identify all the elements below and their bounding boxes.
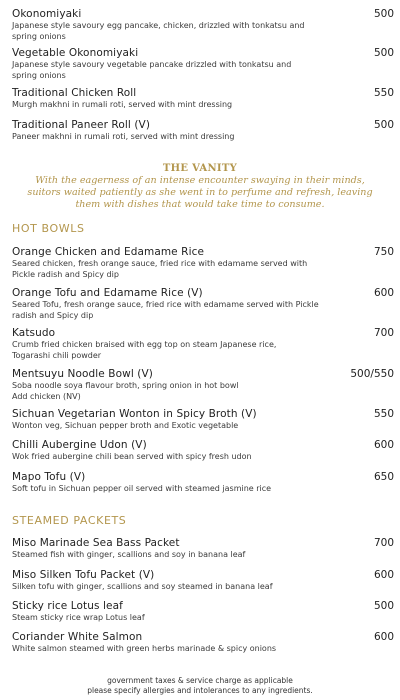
- item-name: Traditional Chicken Roll: [12, 87, 137, 99]
- item-price: 550: [373, 87, 394, 99]
- item-price: 500: [373, 119, 394, 131]
- item-name: Okonomiyaki: [12, 8, 82, 20]
- item-price: 750: [373, 246, 394, 258]
- item-name: Chilli Aubergine Udon (V): [12, 439, 147, 451]
- menu-item-paneer-roll: [12, 119, 394, 143]
- item-price: 600: [373, 569, 394, 581]
- item-name: Miso Marinade Sea Bass Packet: [12, 537, 180, 549]
- item-name: Katsudo: [12, 327, 56, 339]
- item-name: Orange Tofu and Edamame Rice (V): [12, 287, 203, 299]
- menu-item-mentsuyu-noodle: [12, 368, 394, 402]
- item-description: Seared Tofu, fresh orange sauce, fried rice with edamame served with Pickle radish and Spicy dip: [12, 300, 319, 320]
- item-name: Sichuan Vegetarian Wonton in Spicy Broth (V): [12, 408, 257, 420]
- footer-notes: [0, 676, 400, 696]
- item-description: Japanese style savoury vegetable pancake drizzled with tonkatsu and spring onions: [12, 60, 292, 80]
- item-price: 700: [373, 537, 394, 549]
- item-name: Mentsuyu Noodle Bowl (V): [12, 368, 153, 380]
- item-name: Orange Chicken and Edamame Rice: [12, 246, 205, 258]
- menu-item-silken-tofu-packet: [12, 569, 394, 593]
- vanity-intro-text: With the eagerness of an intense encounter swaying in their minds, suitors waited patiently as she went in to perfume and refresh, leaving them with dishes that would take time to consume.: [27, 175, 373, 210]
- menu-item-sticky-rice-lotus: [12, 600, 394, 624]
- item-description: Soba noodle soya flavour broth, spring onion in hot bowl Add chicken (NV): [12, 381, 239, 401]
- item-description: Crumb fried chicken braised with egg top on steam Japanese rice, Togarashi chili powder: [12, 340, 277, 360]
- item-price: 700: [373, 327, 394, 339]
- item-name: Mapo Tofu (V): [12, 471, 86, 483]
- menu-item-orange-tofu: [12, 287, 394, 321]
- item-description: Steamed fish with ginger, scallions and soy in banana leaf: [12, 550, 246, 559]
- item-description: Japanese style savoury egg pancake, chicken, drizzled with tonkatsu and spring onions: [12, 21, 305, 41]
- menu-item-sea-bass-packet: [12, 537, 394, 561]
- menu-item-coriander-white-salmon: [12, 631, 394, 655]
- item-description: Wonton veg, Sichuan pepper broth and Exotic vegetable: [12, 421, 239, 430]
- footer-tax-note: government taxes & service charge as applicable: [107, 676, 293, 685]
- item-price: 500: [373, 600, 394, 612]
- item-name: Miso Silken Tofu Packet (V): [12, 569, 155, 581]
- item-description: Murgh makhni in rumali roti, served with mint dressing: [12, 100, 233, 109]
- menu-item-chilli-aubergine-udon: [12, 439, 394, 463]
- item-description: White salmon steamed with green herbs marinade & spicy onions: [12, 644, 277, 653]
- menu-item-katsudo: [12, 327, 394, 361]
- item-description: Seared chicken, fresh orange sauce, fried rice with edamame served with Pickle radish and Spicy dip: [12, 259, 308, 279]
- menu-item-orange-chicken: [12, 246, 394, 280]
- item-price: 650: [373, 471, 394, 483]
- item-price: 600: [373, 439, 394, 451]
- item-price: 600: [373, 287, 394, 299]
- item-price: 500: [373, 47, 394, 59]
- item-name: Coriander White Salmon: [12, 631, 143, 643]
- item-name: Vegetable Okonomiyaki: [12, 47, 139, 59]
- menu-item-mapo-tofu: [12, 471, 394, 495]
- item-description: Paneer makhni in rumali roti, served with mint dressing: [12, 132, 235, 141]
- item-description: Wok fried aubergine chili bean served with spicy fresh udon: [12, 452, 252, 461]
- item-description: Silken tofu with ginger, scallions and soy steamed in banana leaf: [12, 582, 273, 591]
- item-description: Steam sticky rice wrap Lotus leaf: [12, 613, 145, 622]
- item-name: Traditional Paneer Roll (V): [12, 119, 151, 131]
- item-price: 550: [373, 408, 394, 420]
- section-title-steamed-packets: STEAMED PACKETS: [12, 514, 127, 527]
- menu-item-okonomiyaki: [12, 8, 394, 42]
- menu-item-vegetable-okonomiyaki: [12, 47, 394, 81]
- section-title-vanity: THE VANITY: [162, 163, 238, 174]
- menu-item-chicken-roll: [12, 87, 394, 111]
- menu-item-sichuan-wonton: [12, 408, 394, 432]
- section-title-hot-bowls: HOT BOWLS: [12, 222, 85, 235]
- item-description: Soft tofu in Sichuan pepper oil served with steamed jasmine rice: [12, 484, 272, 493]
- item-price: 500: [373, 8, 394, 20]
- item-price: 500/550: [350, 368, 394, 380]
- footer-allergy-note: please specify allergies and intolerances to any ingredients.: [87, 686, 313, 695]
- item-price: 600: [373, 631, 394, 643]
- item-name: Sticky rice Lotus leaf: [12, 600, 123, 612]
